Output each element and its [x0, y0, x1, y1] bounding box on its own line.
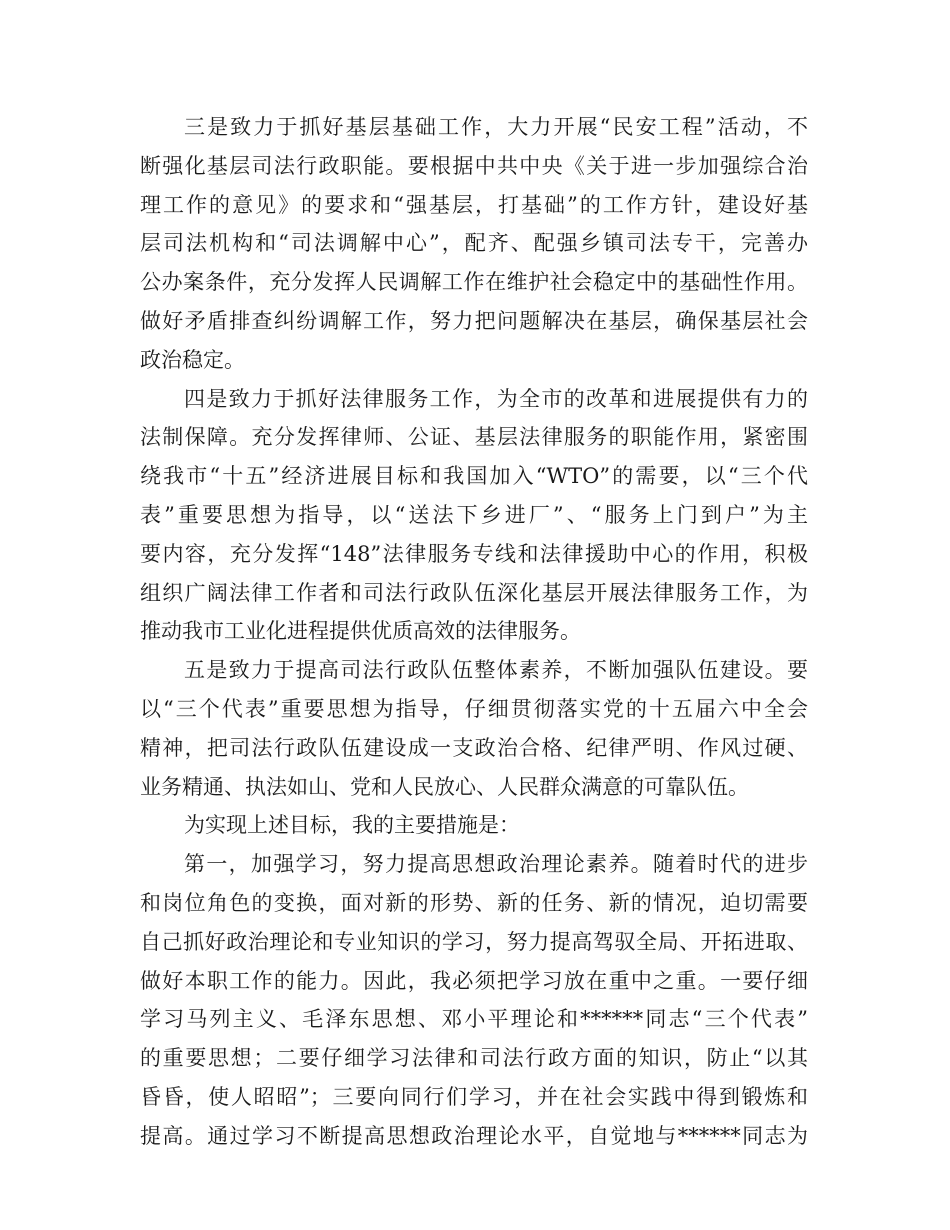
text-line: 理工作的意见》的要求和“强基层，打基础”的工作方针，建设好基 [140, 192, 808, 217]
text-line: 以“三个代表”重要思想为指导，仔细贯彻落实党的十五届六中全会 [140, 696, 808, 721]
text-line: 表”重要思想为指导，以“送法下乡进厂”、“服务上门到户”为主 [140, 502, 808, 527]
text-line: 政治稳定。 [140, 347, 245, 372]
text-line: 精神，把司法行政队伍建设成一支政治合格、纪律严明、作风过硬、 [140, 735, 808, 760]
text-line: 业务精通、执法如山、党和人民放心、人民群众满意的可靠队伍。 [140, 774, 749, 799]
text-line: 组织广阔法律工作者和司法行政队伍深化基层开展法律服务工作，为 [140, 580, 808, 605]
text-line: 为实现上述目标，我的主要措施是： [184, 813, 520, 838]
text-line: 昏昏，使人昭昭”；三要向同行们学习，并在社会实践中得到锻炼和 [140, 1084, 808, 1109]
text-line: 层司法机构和“司法调解中心”，配齐、配强乡镇司法专干，完善办 [140, 231, 808, 256]
text-line: 断强化基层司法行政职能。要根据中共中央《关于进一步加强综合治 [140, 153, 808, 178]
text-line: 做好本职工作的能力。因此，我必须把学习放在重中之重。一要仔细 [140, 968, 808, 993]
document-body [140, 108, 808, 1156]
text-line: 自己抓好政治理论和专业知识的学习，努力提高驾驭全局、开拓进取、 [140, 929, 808, 954]
text-line: 五是致力于提高司法行政队伍整体素养，不断加强队伍建设。要 [184, 658, 808, 683]
text-line: 公办案条件，充分发挥人民调解工作在维护社会稳定中的基础性作用。 [140, 270, 808, 295]
text-line: 要内容，充分发挥“148”法律服务专线和法律援助中心的作用，积极 [140, 541, 808, 566]
text-line: 三是致力于抓好基层基础工作，大力开展“民安工程”活动，不 [184, 115, 808, 139]
text-line: 的重要思想；二要仔细学习法律和司法行政方面的知识，防止“以其 [140, 1046, 808, 1071]
text-line: 绕我市“十五”经济进展目标和我国加入“WTO”的需要，以“三个代 [140, 464, 808, 489]
text-line: 法制保障。充分发挥律师、公证、基层法律服务的职能作用，紧密围 [140, 425, 808, 450]
text-line: 学习马列主义、毛泽东思想、邓小平理论和******同志“三个代表” [140, 1007, 808, 1032]
text-line: 做好矛盾排查纠纷调解工作，努力把问题解决在基层，确保基层社会 [140, 308, 808, 333]
text-line: 第一，加强学习，努力提高思想政治理论素养。随着时代的进步 [184, 852, 808, 877]
text-line: 四是致力于抓好法律服务工作，为全市的改革和进展提供有力的 [184, 386, 808, 411]
text-line: 推动我市工业化进程提供优质高效的法律服务。 [140, 619, 581, 644]
text-line: 和岗位角色的变换，面对新的形势、新的任务、新的情况，迫切需要 [140, 890, 808, 915]
text-line: 提高。通过学习不断提高思想政治理论水平，自觉地与******同志为 [140, 1123, 808, 1148]
